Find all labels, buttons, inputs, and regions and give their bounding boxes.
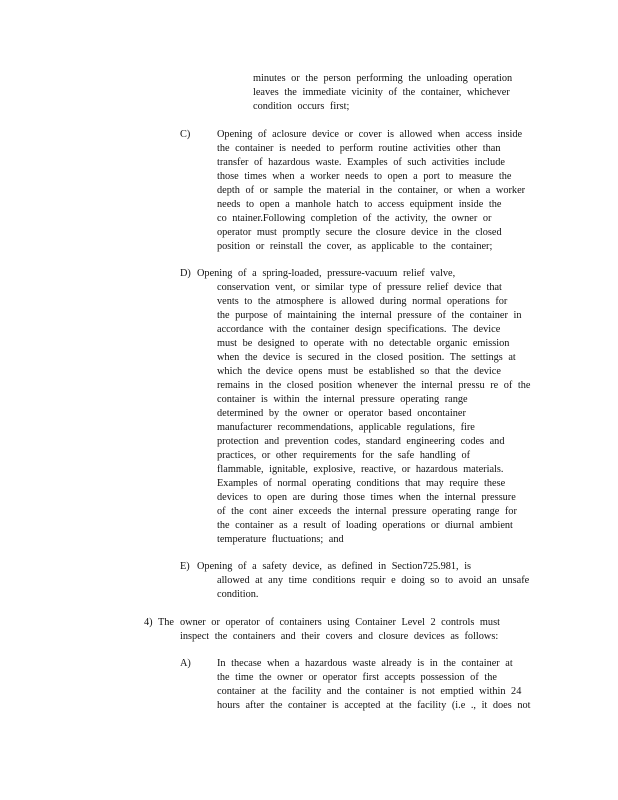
text-line: must be designed to operate with no detectable organic emission: [217, 338, 510, 349]
text-line: depth of or sample the material in the container, or when a worker: [217, 185, 526, 196]
text-line: temperature fluctuations; and: [217, 534, 344, 545]
item-label: D): [180, 268, 191, 279]
text-line: those times when a worker needs to open a port to measure the: [217, 171, 512, 182]
text-line: the container is needed to perform routine activities other than: [217, 143, 501, 154]
text-line: condition.: [217, 589, 259, 600]
item-label: 4) The: [144, 617, 174, 628]
text-line: allowed at any time conditions requir e doing so to avoid an unsafe: [217, 575, 530, 586]
text-line: when the device is secured in the closed position. The settings at: [217, 352, 516, 363]
text-line: manufacturer recommendations, applicable regulations, fire: [217, 422, 475, 433]
text-line: which the device opens must be established so that the device: [217, 366, 501, 377]
text-line: conservation vent, or similar type of pressure relief device that: [217, 282, 502, 293]
text-line: devices to open are during those times when the internal pressure: [217, 492, 516, 503]
text-line: the time the owner or operator first accepts possession of the: [217, 672, 497, 683]
text-line: vents to the atmosphere is allowed during normal operations for: [217, 296, 508, 307]
text-line: remains in the closed position whenever the internal pressu re of the: [217, 380, 531, 391]
text-line: Opening of aclosure device or cover is allowed when access inside: [217, 129, 523, 140]
text-line: In thecase when a hazardous waste already is in the container at: [217, 658, 513, 669]
text-line: flammable, ignitable, explosive, reactive, or hazardous materials.: [217, 464, 504, 475]
item-label: C): [180, 129, 191, 140]
text-line: determined by the owner or operator based oncontainer: [217, 408, 466, 419]
item-label: E): [180, 561, 190, 572]
text-line: leaves the immediate vicinity of the container, whichever: [253, 87, 510, 98]
text-line: the container as a result of loading operations or diurnal ambient: [217, 520, 513, 531]
text-line: condition occurs first;: [253, 101, 350, 112]
text-line: practices, or other requirements for the safe handling of: [217, 450, 471, 461]
item-label: A): [180, 658, 191, 669]
text-line: needs to open a manhole hatch to access equipment inside the: [217, 199, 502, 210]
text-line: accordance with the container design specifications. The device: [217, 324, 501, 335]
text-line: container at the facility and the container is not emptied within 24: [217, 686, 522, 697]
text-line: operator must promptly secure the closure device in the closed: [217, 227, 502, 238]
text-line: co ntainer.Following completion of the activity, the owner or: [217, 213, 492, 224]
text-line: the purpose of maintaining the internal pressure of the container in: [217, 310, 522, 321]
text-line: Opening of a spring-loaded, pressure-vacuum relief valve,: [197, 268, 456, 279]
text-line: minutes or the person performing the unloading operation: [253, 73, 513, 84]
text-line: hours after the container is accepted at the facility (i.e ., it does not: [217, 700, 531, 711]
text-line: transfer of hazardous waste. Examples of such activities include: [217, 157, 505, 168]
text-line: container is within the internal pressure operating range: [217, 394, 468, 405]
text-line: owner or operator of containers using Container Level 2 controls must: [180, 617, 500, 628]
text-line: of the cont ainer exceeds the internal pressure operating range for: [217, 506, 517, 517]
text-line: Examples of normal operating conditions that may require these: [217, 478, 506, 489]
text-line: Opening of a safety device, as defined in Section725.981, is: [197, 561, 472, 572]
text-line: protection and prevention codes, standard engineering codes and: [217, 436, 505, 447]
text-line: position or reinstall the cover, as applicable to the container;: [217, 241, 493, 252]
text-line: inspect the containers and their covers and closure devices as follows:: [180, 631, 499, 642]
